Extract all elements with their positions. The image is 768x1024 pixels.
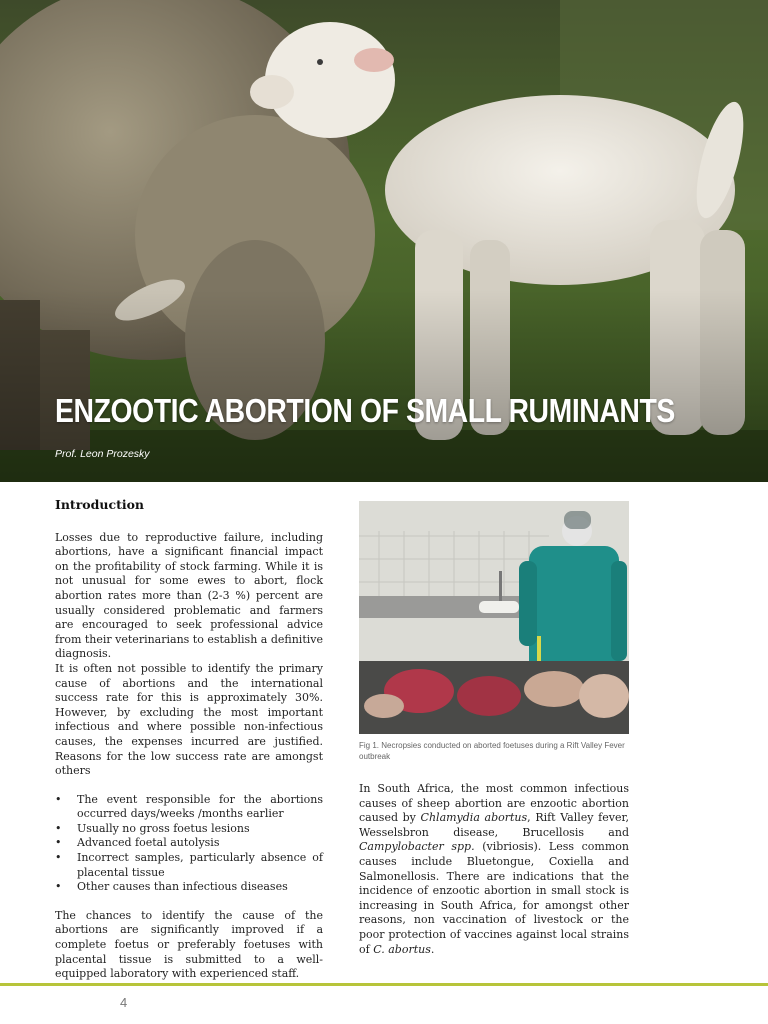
necropsy-photo [359, 501, 629, 734]
right-column-paragraph [359, 782, 629, 957]
species-name: C. abortus [373, 942, 431, 956]
list-item: • Advanced foetal autolysis [77, 836, 323, 851]
list-item: • Usually no gross foetus lesions [77, 822, 323, 837]
section-heading-introduction: Introduction [55, 497, 145, 512]
footer-rule [0, 983, 768, 986]
species-name: Campylobacter spp. [359, 840, 475, 854]
intro-paragraph-1: Losses due to reproductive failure, including abortions, have a significant financial impact on the profitability of stock farming. While it is not unusual for some ewes to abort, flock abortion rates more than (2-3 %) percent are usually considered problematic and farmers are encouraged to seek professional advice from their veterinarians to establish a definitive diagnosis. [55, 530, 323, 661]
article-author: Prof. Leon Prozesky [55, 448, 150, 460]
left-column [55, 498, 323, 982]
reasons-list [55, 793, 323, 895]
text-run: , Rift Valley fever, Wesselsbron disease, Brucellosis and [359, 811, 629, 839]
species-name: Chlamydia abortus [420, 811, 528, 825]
figure-caption: Fig 1. Necropsies conducted on aborted foetuses during a Rift Valley Fever outbreak [359, 741, 625, 761]
intro-paragraph-3: The chances to identify the cause of the abortions are significantly improved if a complete foetus or preferably foetuses with placental tissue is submitted to a well- equipped laboratory with experienced staff. [55, 908, 323, 981]
article-title: ENZOOTIC ABORTION OF SMALL RUMINANTS [55, 392, 675, 429]
list-item: • The event responsible for the abortions occurred days/weeks /months earlier [77, 793, 323, 822]
text-run: In South Africa, the most common infectious causes of sheep abortion are enzootic abortion caused by [359, 782, 629, 825]
list-item: • Other causes than infectious diseases [77, 880, 323, 895]
intro-paragraph-2: It is often not possible to identify the primary cause of abortions and the international success rate for this is approximately 30%. However, by excluding the most important infectious and where possible non-infectious causes, the expenses incurred are justified. Reasons for the low success rate are amongst others [55, 661, 323, 778]
text-run: (vibriosis). Less common causes include Bluetongue, Coxiella and Salmonellosis. There are indications that the incidence of enzootic abortion in small stock is increasing in South Africa, for amongst other reasons, non vaccination of livestock or the poor protection of vaccines against local strains of [359, 840, 629, 956]
text-run: . [430, 942, 435, 956]
hero-banner [0, 0, 768, 482]
necropsy-photo-illustration [359, 501, 629, 734]
page-number: 4 [120, 995, 128, 1010]
list-item: • Incorrect samples, particularly absence of placental tissue [77, 851, 323, 880]
